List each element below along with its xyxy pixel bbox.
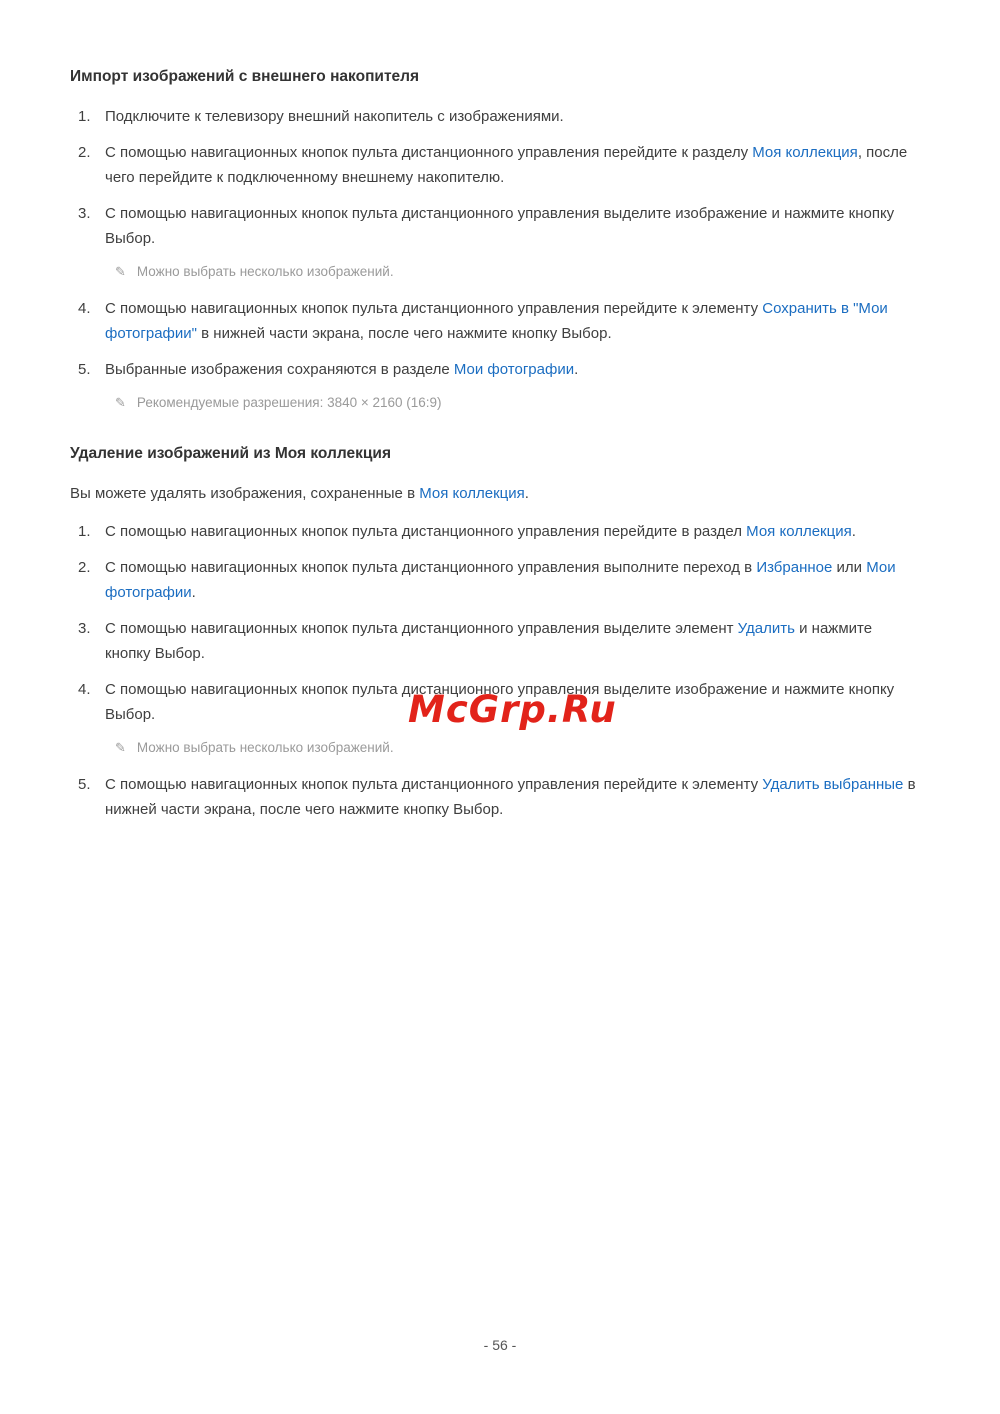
list-number: 5.	[78, 776, 91, 793]
text-segment: в нижней части экрана, после чего нажмите кнопку Выбор.	[196, 325, 612, 342]
list-item	[70, 201, 920, 251]
list-item	[70, 616, 920, 666]
list-item-text	[105, 772, 920, 822]
list-item	[70, 357, 920, 382]
list-item	[70, 772, 920, 822]
text-segment: и нажмите кнопку Выбор.	[105, 620, 873, 662]
link-favorites[interactable]: Избранное	[756, 559, 833, 576]
text-segment: или	[832, 559, 867, 576]
list-number: 5.	[78, 361, 91, 378]
list-number: 1.	[78, 523, 91, 540]
note	[115, 262, 920, 282]
list-item-text	[105, 555, 920, 605]
text-segment: .	[524, 485, 529, 502]
text-segment: С помощью навигационных кнопок пульта дистанционного управления перейдите в раздел	[105, 523, 747, 540]
link-my-photos[interactable]: Мои фотографии	[105, 559, 896, 601]
list-number: 2.	[78, 144, 91, 161]
text-segment: в нижней части экрана, после чего нажмите кнопку Выбор.	[105, 776, 916, 818]
list-number: 3.	[78, 620, 91, 637]
text-segment: С помощью навигационных кнопок пульта дистанционного управления выделите изображение и нажмите кнопку Выбор.	[105, 205, 895, 247]
link-my-collection[interactable]: Моя коллекция	[752, 144, 858, 161]
link-delete[interactable]: Удалить	[737, 620, 795, 637]
list-item-text	[105, 296, 920, 346]
list-item-text	[105, 519, 920, 544]
list-item-text	[105, 104, 920, 129]
text-segment: С помощью навигационных кнопок пульта дистанционного управления выделите изображение и нажмите кнопку Выбор.	[105, 681, 895, 723]
list-number: 4.	[78, 681, 91, 698]
text-segment: .	[574, 361, 579, 378]
link-save-to-my-photos[interactable]: Сохранить в "Мои фотографии"	[105, 300, 888, 342]
pencil-icon: ✎	[115, 740, 126, 755]
list-item-text	[105, 357, 920, 382]
note-text: Рекомендуемые разрешения: 3840 × 2160 (16:9)	[136, 395, 442, 410]
link-my-collection[interactable]: Моя коллекция	[746, 523, 852, 540]
section-intro	[70, 481, 920, 506]
list-item	[70, 296, 920, 346]
list-item-text	[105, 616, 920, 666]
text-segment: Подключите к телевизору внешний накопитель с изображениями.	[105, 108, 564, 125]
text-segment: С помощью навигационных кнопок пульта дистанционного управления перейдите к элементу	[105, 776, 763, 793]
list-item	[70, 519, 920, 544]
note-text: Можно выбрать несколько изображений.	[136, 264, 394, 279]
watermark-mcgrp: McGrp.Ru	[408, 688, 617, 731]
text-segment: С помощью навигационных кнопок пульта дистанционного управления выделите элемент	[105, 620, 738, 637]
text-segment: Вы можете удалять изображения, сохраненные в	[70, 485, 420, 502]
link-my-photos[interactable]: Мои фотографии	[453, 361, 575, 378]
note	[115, 738, 920, 758]
link-delete-selected[interactable]: Удалить выбранные	[762, 776, 904, 793]
text-segment: С помощью навигационных кнопок пульта дистанционного управления перейдите к элементу	[105, 300, 763, 317]
list-item	[70, 555, 920, 605]
section-delete-images	[70, 443, 920, 822]
note	[115, 393, 920, 413]
section-heading: Удаление изображений из Моя коллекция	[70, 445, 391, 462]
list-item	[70, 140, 920, 190]
page-number: - 56 -	[483, 1337, 517, 1353]
list-number: 2.	[78, 559, 91, 576]
list-number: 1.	[78, 108, 91, 125]
section-heading: Импорт изображений с внешнего накопителя	[70, 68, 420, 85]
link-my-collection[interactable]: Моя коллекция	[419, 485, 525, 502]
note-text: Можно выбрать несколько изображений.	[136, 740, 394, 755]
pencil-icon: ✎	[115, 395, 126, 410]
pencil-icon: ✎	[115, 264, 126, 279]
text-segment: , после чего перейдите к подключенному внешнему накопителю.	[105, 144, 908, 186]
list-number: 3.	[78, 205, 91, 222]
section-import-images	[70, 66, 920, 413]
text-segment: .	[851, 523, 856, 540]
text-segment: С помощью навигационных кнопок пульта дистанционного управления перейдите к разделу	[105, 144, 753, 161]
text-segment: Выбранные изображения сохраняются в разделе	[105, 361, 454, 378]
text-segment: С помощью навигационных кнопок пульта дистанционного управления выполните переход в	[105, 559, 757, 576]
text-segment: .	[191, 584, 196, 601]
list-item-text	[105, 201, 920, 251]
list-number: 4.	[78, 300, 91, 317]
list-item-text	[105, 140, 920, 190]
list-item	[70, 104, 920, 129]
